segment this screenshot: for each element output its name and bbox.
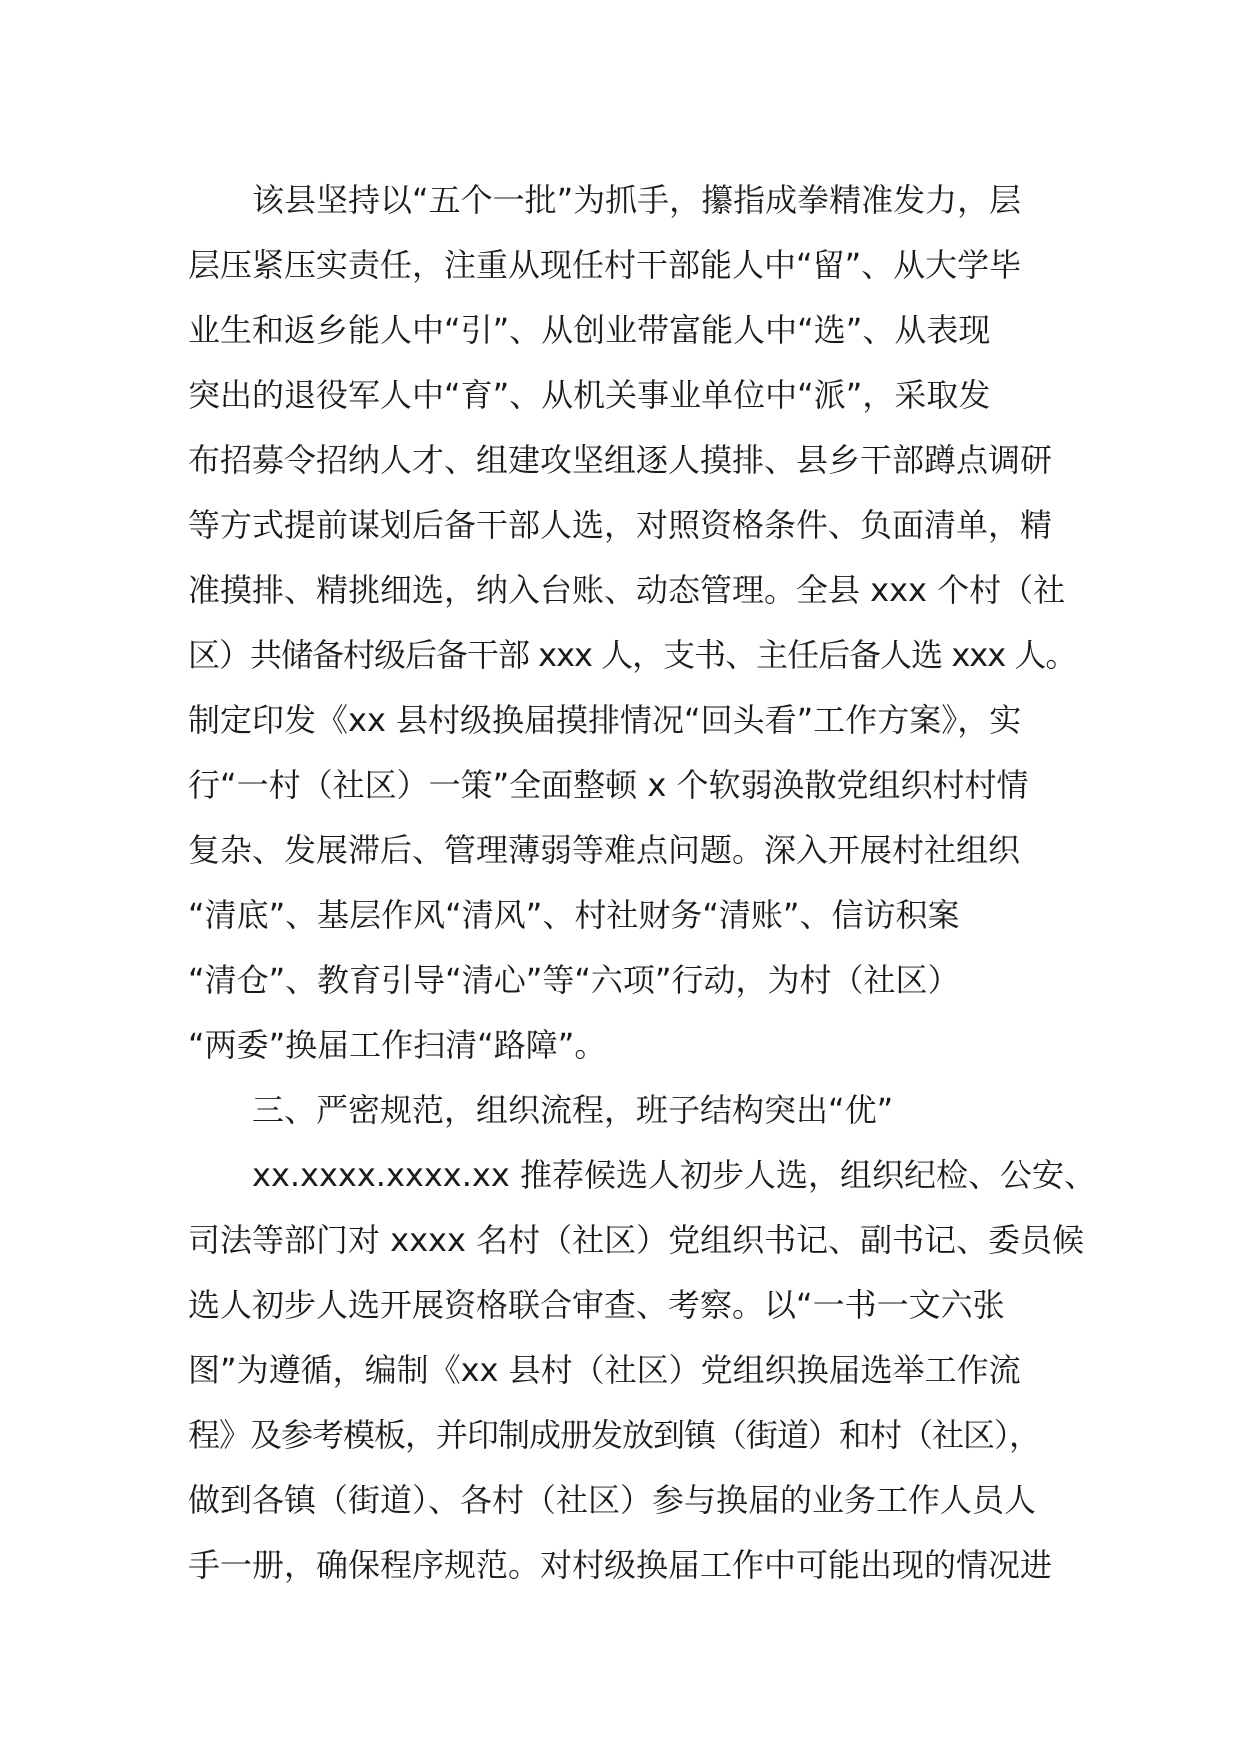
paragraph-1-line-3: 业生和返乡能人中“引”、从创业带富能人中“选”、从表现 (188, 311, 991, 349)
paragraph-1-line-13: “清仓”、教育引导“清心”等“六项”行动，为村（社区） (188, 961, 960, 999)
paragraph-1-line-10: 行“一村（社区）一策”全面整顿 x 个软弱涣散党组织村村情 (188, 766, 1029, 804)
paragraph-1-line-5: 布招募令招纳人才、组建攻坚组逐人摸排、县乡干部蹲点调研 (188, 441, 1053, 479)
paragraph-2-line-6: 做到各镇（街道）、各村（社区）参与换届的业务工作人员人 (188, 1481, 1037, 1519)
paragraph-2-line-1: xx.xxxx.xxxx.xx 推荐候选人初步人选，组织纪检、公安、 (252, 1156, 1096, 1194)
paragraph-1-line-12: “清底”、基层作风“清风”、村社财务“清账”、信访积案 (188, 896, 960, 934)
paragraph-2-line-5: 程》及参考模板，并印制成册发放到镇（街道）和村（社区）， (188, 1416, 1041, 1454)
paragraph-1-line-14: “两委”换届工作扫清“路障”。 (188, 1026, 607, 1064)
paragraph-1-line-9: 制定印发《xx 县村级换届摸排情况“回头看”工作方案》，实 (188, 701, 1022, 739)
paragraph-1-line-8: 区）共储备村级后备干部 xxx 人，支书、主任后备人选 xxx 人。 (188, 636, 1077, 674)
document-body (188, 168, 1096, 1598)
paragraph-1-line-1: 该县坚持以“五个一批”为抓手，攥指成拳精准发力，层 (252, 181, 1022, 219)
paragraph-2-line-2: 司法等部门对 xxxx 名村（社区）党组织书记、副书记、委员候 (188, 1221, 1085, 1259)
paragraph-1-line-2: 层压紧压实责任，注重从现任村干部能人中“留”、从大学毕 (188, 246, 1022, 284)
paragraph-1-line-4: 突出的退役军人中“育”、从机关事业单位中“派”，采取发 (188, 376, 991, 414)
paragraph-1-line-7: 准摸排、精挑细选，纳入台账、动态管理。全县 xxx 个村（社 (188, 571, 1066, 609)
paragraph-1-line-11: 复杂、发展滞后、管理薄弱等难点问题。深入开展村社组织 (188, 831, 1021, 869)
paragraph-2-line-4: 图”为遵循，编制《xx 县村（社区）党组织换届选举工作流 (188, 1351, 1021, 1389)
paragraph-2-line-7: 手一册，确保程序规范。对村级换届工作中可能出现的情况进 (188, 1546, 1053, 1584)
paragraph-2-line-3: 选人初步人选开展资格联合审查、考察。以“一书一文六张 (188, 1286, 1005, 1324)
section-heading: 三、严密规范，组织流程，班子结构突出“优” (252, 1091, 894, 1129)
paragraph-1-line-6: 等方式提前谋划后备干部人选，对照资格条件、负面清单，精 (188, 506, 1053, 544)
